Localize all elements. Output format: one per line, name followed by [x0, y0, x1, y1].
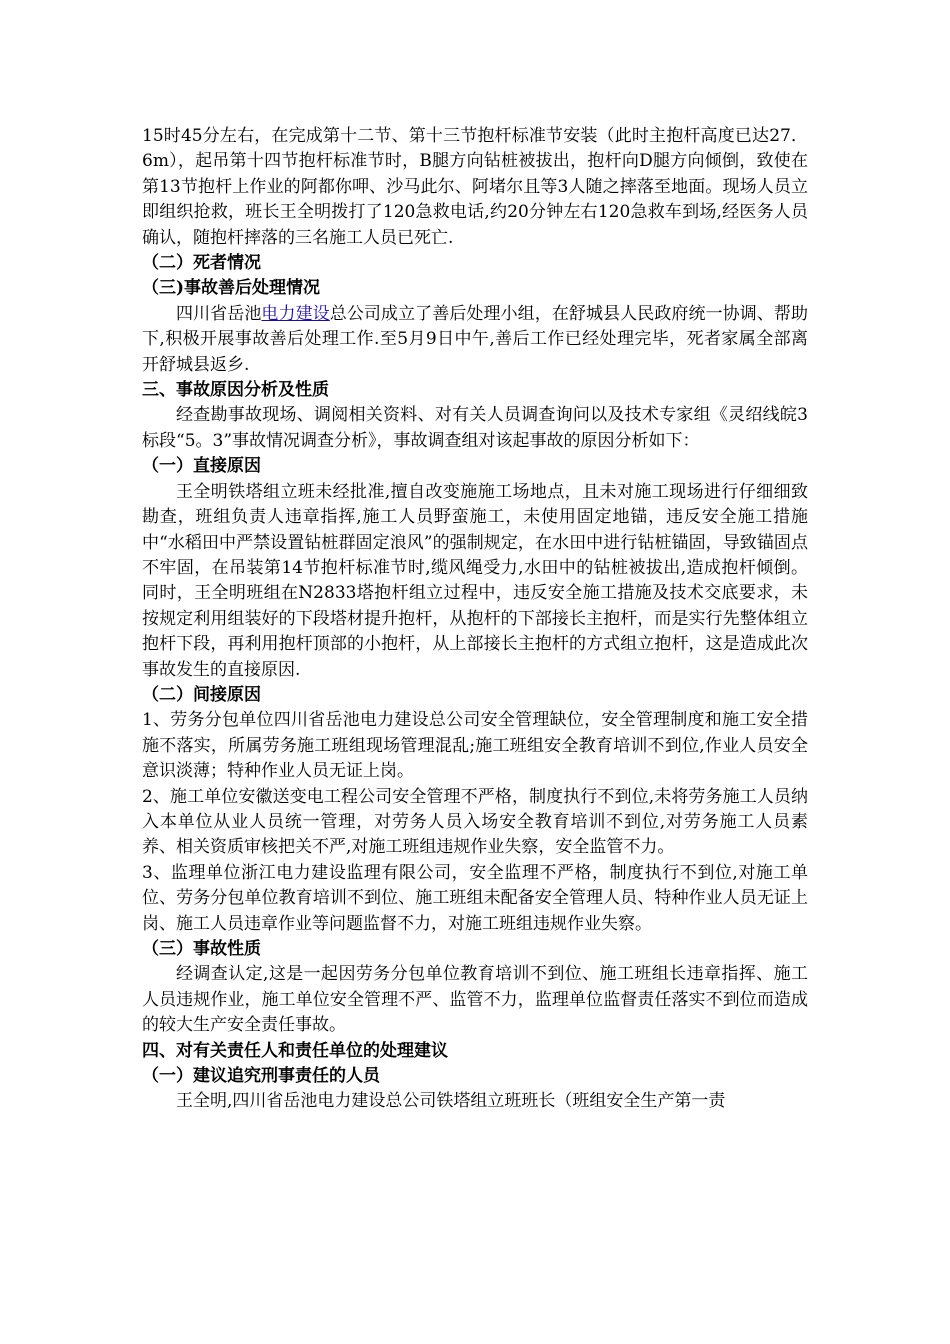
heading-criminal-responsibility: （一）建议追究刑事责任的人员: [142, 1066, 380, 1087]
document-page: [142, 124, 808, 1115]
paragraph-indirect-cause-3: 3、监理单位浙江电力建设监理有限公司，安全监理不严格，制度执行不到位,对施工单位、劳务分包单位教育培训不到位、施工班组未配备安全管理人员、特种作业人员无证上岗、施工人员违章作业等问题监督不力，对施工班组违规作业失察。: [142, 862, 808, 934]
heading-accident-nature: （三）事故性质: [142, 939, 261, 959]
paragraph-accident-process: 15时45分左右，在完成第十二节、第十三节抱杆标准节安装（此时主抱杆高度已达27．6m），起吊第十四节抱杆标准节时，B腿方向钻桩被拔出，抱杆向D腿方向倾倒，致使在第13节抱杆上作业的阿都你呷、沙马此尔、阿堵尔且等3人随之摔落至地面。现场人员立即组织抢救，班长王全明拨打了120急救电话,约20分钟左右120急救车到场,经医务人员确认，随抱杆摔落的三名施工人员已死亡.: [142, 126, 808, 248]
paragraph-criminal-responsibility: 王全明,四川省岳池电力建设总公司铁塔组立班班长（班组安全生产第一责: [176, 1091, 726, 1112]
paragraph-cause-analysis: 经查勘事故现场、调阅相关资料、对有关人员调查询问以及技术专家组《灵绍线皖3标段“5。3”事故情况调查分析》，事故调查组对该起事故的原因分析如下：: [142, 405, 808, 451]
heading-aftermath: （三)事故善后处理情况: [142, 278, 321, 299]
paragraph-accident-nature: 经调查认定,这是一起因劳务分包单位教育培训不到位、施工班组长违章指挥、施工人员违规作业，施工单位安全管理不严、监管不力，监理单位监督责任落实不到位而造成的较大生产安全责任事故。: [142, 964, 808, 1036]
paragraph-aftermath: [142, 302, 808, 378]
heading-indirect-cause: （二）间接原因: [142, 684, 261, 705]
paragraph-indirect-cause-2: 2、施工单位安徽送变电工程公司安全管理不严格，制度执行不到位,未将劳务施工人员纳入本单位从业人员统一管理，对劳务人员入场安全教育培训不到位,对劳务施工人员素养、相关资质审核把关不严,对施工班组违规作业失察，安全监管不力。: [142, 786, 808, 858]
heading-deceased-status: （二）死者情况: [142, 253, 261, 274]
paragraph-direct-cause: 王全明铁塔组立班未经批准,擅自改变施施工场地点，且未对施工现场进行仔细细致勘查，班组负责人违章指挥,施工人员野蛮施工，未使用固定地锚，违反安全施工措施中“水稻田中严禁设置钻桩群固定浪风”的强制规定，在水田中进行钻桩锚固，导致锚固点不牢固，在吊装第14节抱杆标准节时,缆风绳受力,水田中的钻桩被拔出,造成抱杆倾倒。同时，王全明班组在N2833塔抱杆组立过程中，违反安全施工措施及技术交底要求，未按规定利用组装好的下段塔材提升抱杆，从抱杆的下部接长主抱杆，而是实行先整体组立抱杆下段，再利用抱杆顶部的小抱杆，从上部接长主抱杆的方式组立抱杆，这是造成此次事故发生的直接原因.: [142, 481, 808, 680]
aftermath-text-pre: 四川省岳池: [176, 303, 262, 324]
aftermath-text-post: 总公司成立了善后处理小组，在舒城县人民政府统一协调、帮助下,积极开展事故善后处理工作.至5月9日中午,善后工作已经处理完毕，死者家属全部离开舒城县返乡.: [142, 303, 809, 375]
heading-handling-suggestions: 四、对有关责任人和责任单位的处理建议: [142, 1040, 448, 1061]
paragraph-indirect-cause-1: 1、劳务分包单位四川省岳池电力建设总公司安全管理缺位，安全管理制度和施工安全措施不落实，所属劳务施工班组现场管理混乱;施工班组安全教育培训不到位,作业人员安全意识淡薄；特种作业人员无证上岗。: [142, 710, 808, 782]
heading-direct-cause: （一）直接原因: [142, 456, 261, 477]
heading-cause-analysis: 三、事故原因分析及性质: [142, 380, 329, 401]
electric-construction-link[interactable]: 电力建设: [261, 303, 330, 324]
